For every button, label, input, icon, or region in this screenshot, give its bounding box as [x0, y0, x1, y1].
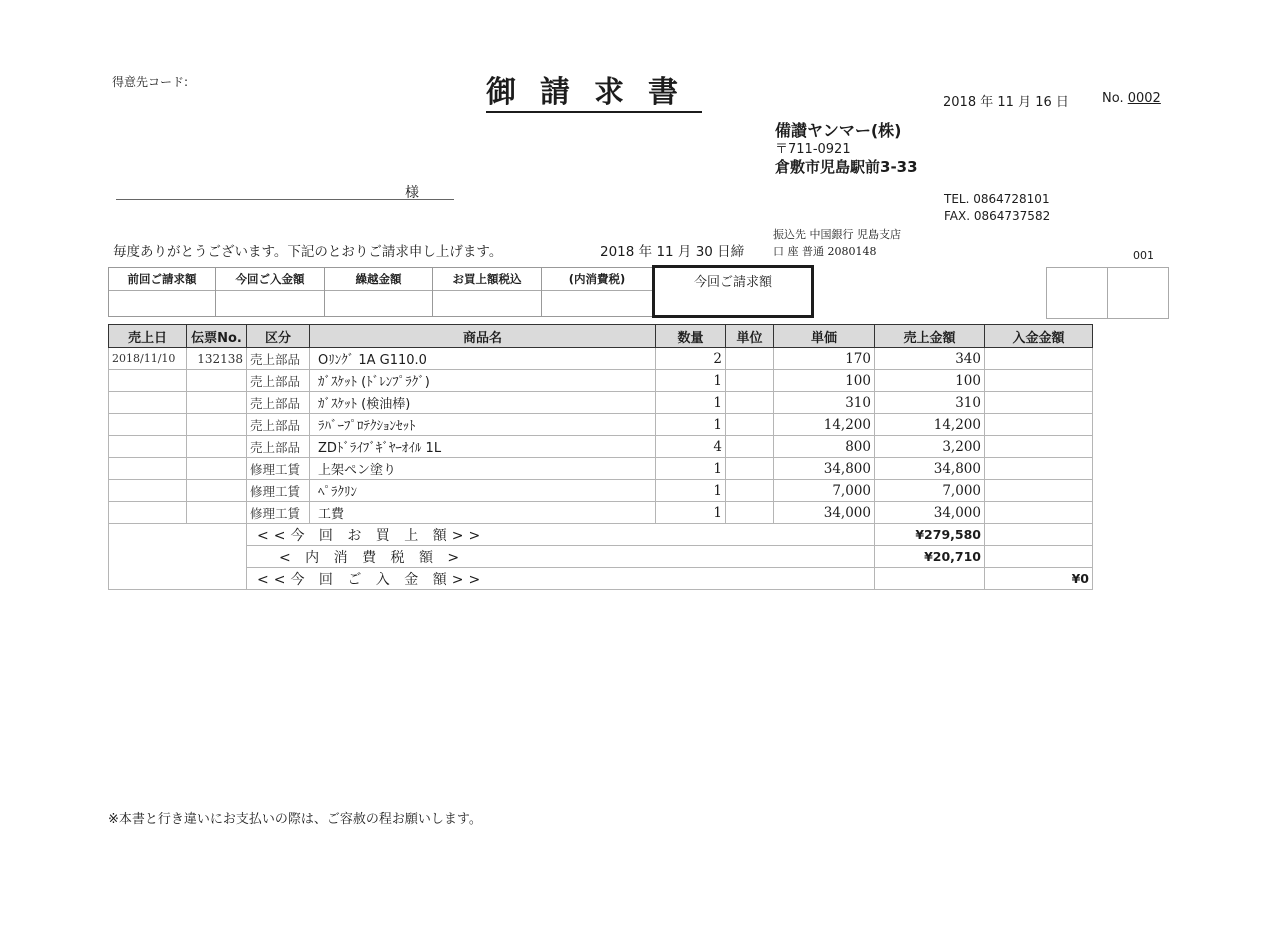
summary-purchase-incl-tax [432, 267, 542, 317]
summary-carryover [324, 267, 433, 317]
col-category: 区分 [247, 325, 310, 348]
cell-price: 7,000 [774, 480, 875, 502]
stamp-box [1046, 267, 1108, 319]
cell-price: 34,800 [774, 458, 875, 480]
cell-date [109, 370, 187, 392]
summary-current-billed [652, 265, 814, 318]
total-received-amount [875, 568, 985, 590]
cell-category: 売上部品 [247, 414, 310, 436]
col-item-name: 商品名 [310, 325, 656, 348]
recipient-honorific: 様 [405, 185, 419, 201]
issuer-name: 備讃ヤンマー(株) [775, 121, 902, 140]
cell-slip [187, 436, 247, 458]
issuer-tel: TEL. 0864728101 [944, 192, 1050, 206]
table-header-row [109, 325, 1093, 348]
cell-qty: 1 [656, 458, 726, 480]
issue-day: 16 [1035, 95, 1052, 110]
table-row [109, 348, 1093, 370]
col-sales-date: 売上日 [109, 325, 187, 348]
document-title: 御請求書 [486, 76, 702, 113]
cell-item: ｶﾞｽｹｯﾄ (ﾄﾞﾚﾝﾌﾟﾗｸﾞ) [310, 370, 656, 392]
cell-category: 売上部品 [247, 392, 310, 414]
col-payment-amount: 入金金額 [985, 325, 1093, 348]
total-purchase-payment [985, 524, 1093, 546]
bank-line-2: 口 座 普通 2080148 [773, 245, 877, 258]
cell-item: ﾍﾟﾗｸﾘﾝ [310, 480, 656, 502]
cell-qty: 4 [656, 436, 726, 458]
invoice-number [1102, 91, 1161, 106]
col-unit-price: 単価 [774, 325, 875, 348]
cell-price: 800 [774, 436, 875, 458]
cell-slip [187, 458, 247, 480]
cell-amount: 34,000 [875, 502, 985, 524]
year-char: 年 [980, 95, 994, 110]
cell-amount: 34,800 [875, 458, 985, 480]
table-row [109, 436, 1093, 458]
cell-unit [726, 414, 774, 436]
cell-item: ｶﾞｽｹｯﾄ (検油棒) [310, 392, 656, 414]
cell-slip [187, 392, 247, 414]
cell-slip [187, 414, 247, 436]
invoice-detail-table [108, 324, 1093, 590]
issue-month: 11 [997, 95, 1014, 110]
col-sales-amount: 売上金額 [875, 325, 985, 348]
issue-year: 2018 [943, 95, 977, 110]
stamp-box [1107, 267, 1169, 319]
page-code: 001 [1133, 249, 1154, 262]
cell-slip [187, 480, 247, 502]
cell-date [109, 414, 187, 436]
bank-info [773, 226, 901, 260]
cell-price: 170 [774, 348, 875, 370]
issuer-postal-code: 〒711-0921 [775, 142, 851, 157]
cell-date: 2018/11/10 [109, 348, 187, 370]
cell-unit [726, 458, 774, 480]
cell-amount: 310 [875, 392, 985, 414]
total-received-label: <<今 回 ご 入 金 額>> [247, 568, 875, 590]
cell-slip: 132138 [187, 348, 247, 370]
cell-item: Oﾘﾝｸﾞ 1A G110.0 [310, 348, 656, 370]
cell-unit [726, 436, 774, 458]
total-purchase-amount: ¥279,580 [875, 524, 985, 546]
cell-date [109, 392, 187, 414]
cell-unit [726, 348, 774, 370]
cell-qty: 1 [656, 502, 726, 524]
summary-label: お買上額税込 [433, 268, 541, 291]
cell-price: 14,200 [774, 414, 875, 436]
cell-category: 売上部品 [247, 348, 310, 370]
cell-price: 100 [774, 370, 875, 392]
footer-note: ※本書と行き違いにお支払いの際は、ご容赦の程お願いします。 [108, 812, 482, 827]
recipient-underline [116, 199, 454, 200]
cell-payment [985, 436, 1093, 458]
cell-item: ZDﾄﾞﾗｲﾌﾞｷﾞﾔｰｵｲﾙ 1L [310, 436, 656, 458]
cell-item: ﾗﾊﾞｰﾌﾟﾛﾃｸｼｮﾝｾｯﾄ [310, 414, 656, 436]
table-row [109, 502, 1093, 524]
total-tax-payment [985, 546, 1093, 568]
summary-payment-received [215, 267, 325, 317]
cell-qty: 1 [656, 370, 726, 392]
cell-amount: 7,000 [875, 480, 985, 502]
totals-blank-cell [109, 524, 247, 590]
summary-previous-billed [108, 267, 216, 317]
issuer-fax: FAX. 0864737582 [944, 209, 1051, 223]
col-quantity: 数量 [656, 325, 726, 348]
cell-payment [985, 458, 1093, 480]
cell-payment [985, 502, 1093, 524]
cell-date [109, 458, 187, 480]
totals-row [109, 568, 1093, 590]
issue-date [943, 91, 1069, 110]
total-received-payment: ¥0 [985, 568, 1093, 590]
cell-unit [726, 480, 774, 502]
cell-date [109, 502, 187, 524]
cell-qty: 1 [656, 480, 726, 502]
invoice-no-value: 0002 [1127, 91, 1161, 106]
cell-amount: 3,200 [875, 436, 985, 458]
total-purchase-label: <<今 回 お 買 上 額>> [247, 524, 875, 546]
cell-slip [187, 370, 247, 392]
bank-line-1: 振込先 中国銀行 児島支店 [773, 228, 901, 241]
cell-unit [726, 502, 774, 524]
cell-category: 売上部品 [247, 436, 310, 458]
table-row [109, 414, 1093, 436]
customer-code-label: 得意先コード: [112, 75, 189, 89]
cell-payment [985, 414, 1093, 436]
greeting-text: 毎度ありがとうございます。下記のとおりご請求申し上げます。 [113, 244, 503, 260]
col-unit: 単位 [726, 325, 774, 348]
cell-item: 工費 [310, 502, 656, 524]
cell-qty: 1 [656, 392, 726, 414]
cell-category: 修理工賃 [247, 480, 310, 502]
invoice-no-label: No. [1102, 91, 1124, 106]
cell-amount: 14,200 [875, 414, 985, 436]
cell-payment [985, 480, 1093, 502]
cell-amount: 340 [875, 348, 985, 370]
table-row [109, 392, 1093, 414]
cell-qty: 1 [656, 414, 726, 436]
totals-row [109, 524, 1093, 546]
cell-date [109, 480, 187, 502]
cell-category: 修理工賃 [247, 502, 310, 524]
cell-price: 34,000 [774, 502, 875, 524]
cell-slip [187, 502, 247, 524]
summary-current-billed-label: 今回ご請求額 [693, 275, 772, 290]
cell-payment [985, 392, 1093, 414]
totals-row [109, 546, 1093, 568]
cell-qty: 2 [656, 348, 726, 370]
cell-payment [985, 348, 1093, 370]
col-slip-no: 伝票No. [187, 325, 247, 348]
summary-label: 前回ご請求額 [109, 268, 215, 291]
cell-unit [726, 370, 774, 392]
cell-category: 売上部品 [247, 370, 310, 392]
cell-payment [985, 370, 1093, 392]
cell-price: 310 [774, 392, 875, 414]
table-row [109, 370, 1093, 392]
cell-unit [726, 392, 774, 414]
cell-item: 上架ペン塗り [310, 458, 656, 480]
total-tax-amount: ¥20,710 [875, 546, 985, 568]
summary-label: (内消費税) [542, 268, 652, 291]
closing-date: 2018 年 11 月 30 日締 [600, 244, 745, 260]
total-tax-label: < 内 消 費 税 額 > [247, 546, 875, 568]
issuer-address: 倉敷市児島駅前3-33 [775, 158, 918, 176]
cell-category: 修理工賃 [247, 458, 310, 480]
month-char: 月 [1018, 95, 1032, 110]
table-row [109, 458, 1093, 480]
summary-consumption-tax [541, 267, 653, 317]
day-char: 日 [1055, 95, 1069, 110]
table-row [109, 480, 1093, 502]
cell-date [109, 436, 187, 458]
summary-label: 今回ご入金額 [216, 268, 324, 291]
summary-label: 繰越金額 [325, 268, 432, 291]
cell-amount: 100 [875, 370, 985, 392]
